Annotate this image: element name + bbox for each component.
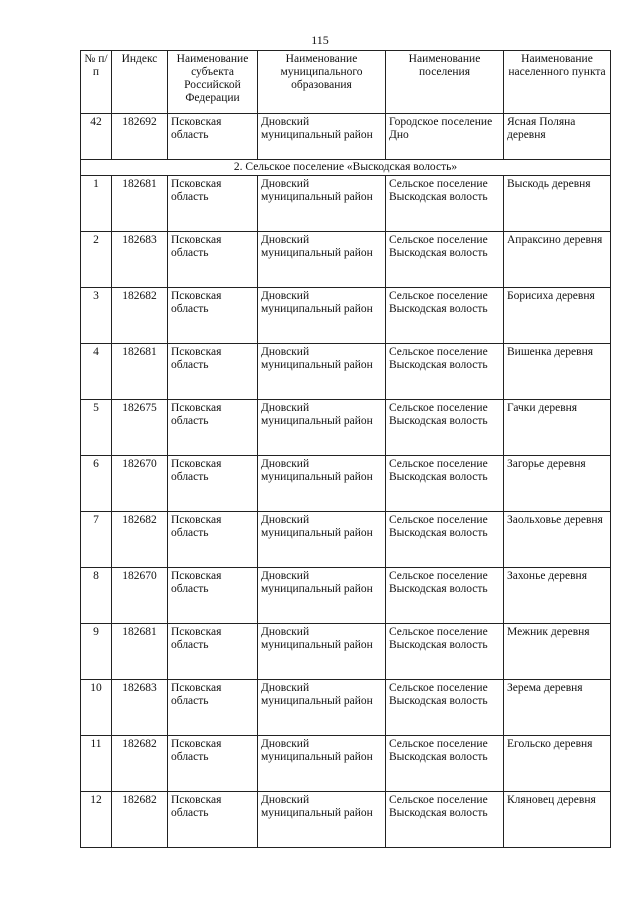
cell-municipality: Дновский муниципальный район [258, 114, 386, 160]
cell-subject: Псковская область [168, 344, 258, 400]
cell-settlement: Сельское поселение Выскодская волость [386, 400, 504, 456]
cell-index: 182682 [112, 288, 168, 344]
cell-locality: Кляновец деревня [504, 792, 611, 848]
cell-locality: Зерема деревня [504, 680, 611, 736]
cell-locality: Ясная Поляна деревня [504, 114, 611, 160]
cell-subject: Псковская область [168, 512, 258, 568]
cell-subject: Псковская область [168, 456, 258, 512]
cell-index: 182682 [112, 736, 168, 792]
cell-num: 42 [81, 114, 112, 160]
table-row [81, 456, 611, 512]
cell-settlement: Сельское поселение Выскодская волость [386, 176, 504, 232]
cell-num: 7 [81, 512, 112, 568]
section-title: 2. Сельское поселение «Выскодская волость» [81, 160, 611, 176]
cell-num: 10 [81, 680, 112, 736]
cell-locality: Выскодь деревня [504, 176, 611, 232]
header-settlement: Наименование поселения [386, 51, 504, 114]
cell-locality: Егольско деревня [504, 736, 611, 792]
cell-subject: Псковская область [168, 288, 258, 344]
table-row [81, 344, 611, 400]
cell-settlement: Сельское поселение Выскодская волость [386, 680, 504, 736]
cell-settlement: Сельское поселение Выскодская волость [386, 792, 504, 848]
cell-index: 182681 [112, 176, 168, 232]
header-municipality: Наименование муниципального образования [258, 51, 386, 114]
page-number: 115 [311, 33, 329, 47]
cell-settlement: Сельское поселение Выскодская волость [386, 736, 504, 792]
cell-municipality: Дновский муниципальный район [258, 456, 386, 512]
cell-settlement: Сельское поселение Выскодская волость [386, 624, 504, 680]
cell-locality: Гачки деревня [504, 400, 611, 456]
cell-index: 182683 [112, 680, 168, 736]
table-header [81, 51, 611, 114]
cell-index: 182670 [112, 568, 168, 624]
cell-municipality: Дновский муниципальный район [258, 736, 386, 792]
cell-num: 11 [81, 736, 112, 792]
cell-num: 5 [81, 400, 112, 456]
table-row [81, 624, 611, 680]
table-row [81, 232, 611, 288]
header-subject: Наименование субъекта Российской Федерации [168, 51, 258, 114]
cell-municipality: Дновский муниципальный район [258, 232, 386, 288]
cell-locality: Борисиха деревня [504, 288, 611, 344]
cell-subject: Псковская область [168, 176, 258, 232]
cell-settlement: Сельское поселение Выскодская волость [386, 456, 504, 512]
cell-settlement: Сельское поселение Выскодская волость [386, 568, 504, 624]
cell-municipality: Дновский муниципальный район [258, 400, 386, 456]
table-row [81, 512, 611, 568]
cell-municipality: Дновский муниципальный район [258, 288, 386, 344]
table-row [81, 400, 611, 456]
cell-subject: Псковская область [168, 232, 258, 288]
cell-num: 9 [81, 624, 112, 680]
table-row [81, 114, 611, 160]
cell-index: 182692 [112, 114, 168, 160]
cell-locality: Вишенка деревня [504, 344, 611, 400]
table-row [81, 288, 611, 344]
cell-locality: Межник деревня [504, 624, 611, 680]
cell-index: 182670 [112, 456, 168, 512]
cell-locality: Загорье деревня [504, 456, 611, 512]
cell-locality: Захонье деревня [504, 568, 611, 624]
table-body [81, 114, 611, 848]
cell-index: 182681 [112, 344, 168, 400]
cell-settlement: Сельское поселение Выскодская волость [386, 344, 504, 400]
cell-subject: Псковская область [168, 680, 258, 736]
cell-settlement: Городское поселение Дно [386, 114, 504, 160]
section-row [81, 160, 611, 176]
cell-num: 12 [81, 792, 112, 848]
cell-num: 8 [81, 568, 112, 624]
cell-municipality: Дновский муниципальный район [258, 344, 386, 400]
header-index: Индекс [112, 51, 168, 114]
cell-subject: Псковская область [168, 114, 258, 160]
cell-num: 4 [81, 344, 112, 400]
cell-municipality: Дновский муниципальный район [258, 176, 386, 232]
table-row [81, 568, 611, 624]
header-locality: Наименование населенного пункта [504, 51, 611, 114]
cell-municipality: Дновский муниципальный район [258, 512, 386, 568]
cell-subject: Псковская область [168, 624, 258, 680]
cell-municipality: Дновский муниципальный район [258, 568, 386, 624]
cell-num: 6 [81, 456, 112, 512]
cell-settlement: Сельское поселение Выскодская волость [386, 512, 504, 568]
cell-index: 182682 [112, 512, 168, 568]
table-row [81, 792, 611, 848]
table-row [81, 680, 611, 736]
cell-settlement: Сельское поселение Выскодская волость [386, 232, 504, 288]
cell-locality: Апраксино деревня [504, 232, 611, 288]
cell-num: 1 [81, 176, 112, 232]
header-num: № п/п [81, 51, 112, 114]
cell-num: 3 [81, 288, 112, 344]
cell-subject: Псковская область [168, 568, 258, 624]
cell-locality: Заольховье деревня [504, 512, 611, 568]
cell-municipality: Дновский муниципальный район [258, 624, 386, 680]
settlements-table [80, 50, 611, 848]
cell-index: 182681 [112, 624, 168, 680]
cell-municipality: Дновский муниципальный район [258, 680, 386, 736]
cell-municipality: Дновский муниципальный район [258, 792, 386, 848]
cell-subject: Псковская область [168, 792, 258, 848]
cell-subject: Псковская область [168, 400, 258, 456]
table-row [81, 176, 611, 232]
table-row [81, 736, 611, 792]
cell-settlement: Сельское поселение Выскодская волость [386, 288, 504, 344]
cell-subject: Псковская область [168, 736, 258, 792]
cell-index: 182682 [112, 792, 168, 848]
cell-index: 182675 [112, 400, 168, 456]
cell-index: 182683 [112, 232, 168, 288]
cell-num: 2 [81, 232, 112, 288]
